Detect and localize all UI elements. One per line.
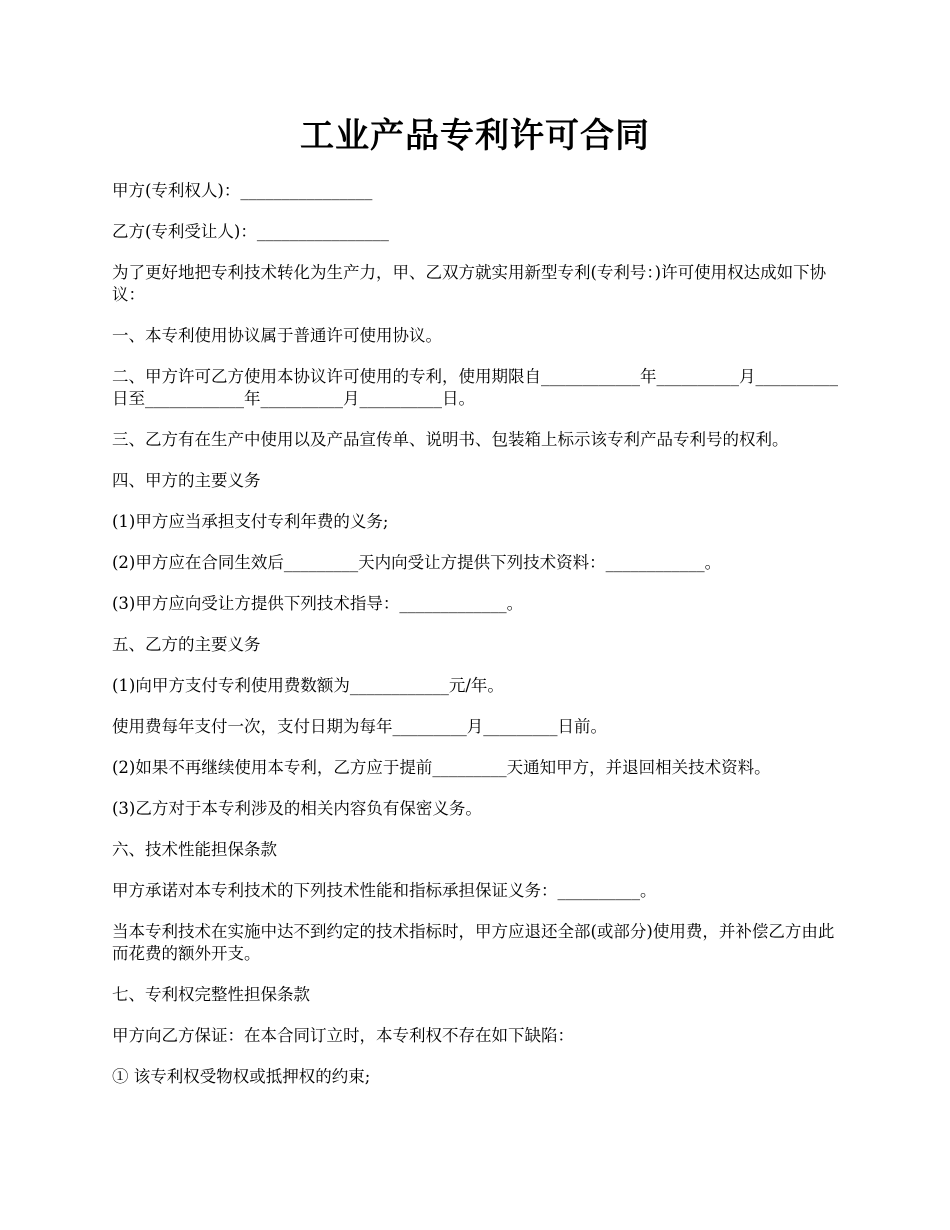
party-b-line: 乙方(专利受让人)：________________	[112, 222, 389, 241]
document-title: 工业产品专利许可合同	[300, 116, 650, 156]
clause-4-item-1: (1)甲方应当承担支付专利年费的义务;	[112, 512, 389, 531]
clause-6-item-2: 当本专利技术在实施中达不到约定的技术指标时，甲方应退还全部(或部分)使用费，并补偿乙方由此而花费的额外开支。	[112, 922, 835, 963]
section-heading-4: 四、甲方的主要义务	[112, 471, 261, 490]
clause-3: 三、乙方有在生产中使用以及产品宣传单、说明书、包装箱上标示该专利产品专利号的权利。	[112, 430, 789, 449]
clause-2: 二、甲方许可乙方使用本协议许可使用的专利，使用期限自____________年__________月__________日至____________年__________月__________日。	[112, 367, 838, 408]
clause-1: 一、本专利使用协议属于普通许可使用协议。	[112, 326, 442, 345]
preamble-paragraph: 为了更好地把专利技术转化为生产力，甲、乙双方就实用新型专利(专利号：)许可使用权达成如下协议：	[112, 263, 827, 304]
clause-5-item-1: (1)向甲方支付专利使用费数额为____________元/年。	[112, 676, 504, 695]
clause-5-item-2: (2)如果不再继续使用本专利，乙方应于提前_________天通知甲方，并退回相关技术资料。	[112, 758, 771, 777]
clause-7-item-1: ① 该专利权受物权或抵押权的约束;	[112, 1067, 371, 1086]
clause-5-item-3: (3)乙方对于本专利涉及的相关内容负有保密义务。	[112, 799, 482, 818]
section-heading-6: 六、技术性能担保条款	[112, 840, 277, 859]
clause-4-item-2: (2)甲方应在合同生效后_________天内向受让方提供下列技术资料：____________。	[112, 553, 722, 572]
clause-7-intro: 甲方向乙方保证：在本合同订立时，本专利权不存在如下缺陷：	[112, 1026, 574, 1045]
party-a-line: 甲方(专利权人)：________________	[112, 181, 373, 200]
section-heading-7: 七、专利权完整性担保条款	[112, 985, 310, 1004]
clause-4-item-3: (3)甲方应向受让方提供下列技术指导：_____________。	[112, 594, 524, 613]
section-heading-5: 五、乙方的主要义务	[112, 635, 261, 654]
clause-5-payment-date: 使用费每年支付一次，支付日期为每年_________月_________日前。	[112, 717, 607, 736]
clause-6-item-1: 甲方承诺对本专利技术的下列技术性能和指标承担保证义务：__________。	[112, 881, 657, 900]
document-body	[112, 180, 842, 1107]
